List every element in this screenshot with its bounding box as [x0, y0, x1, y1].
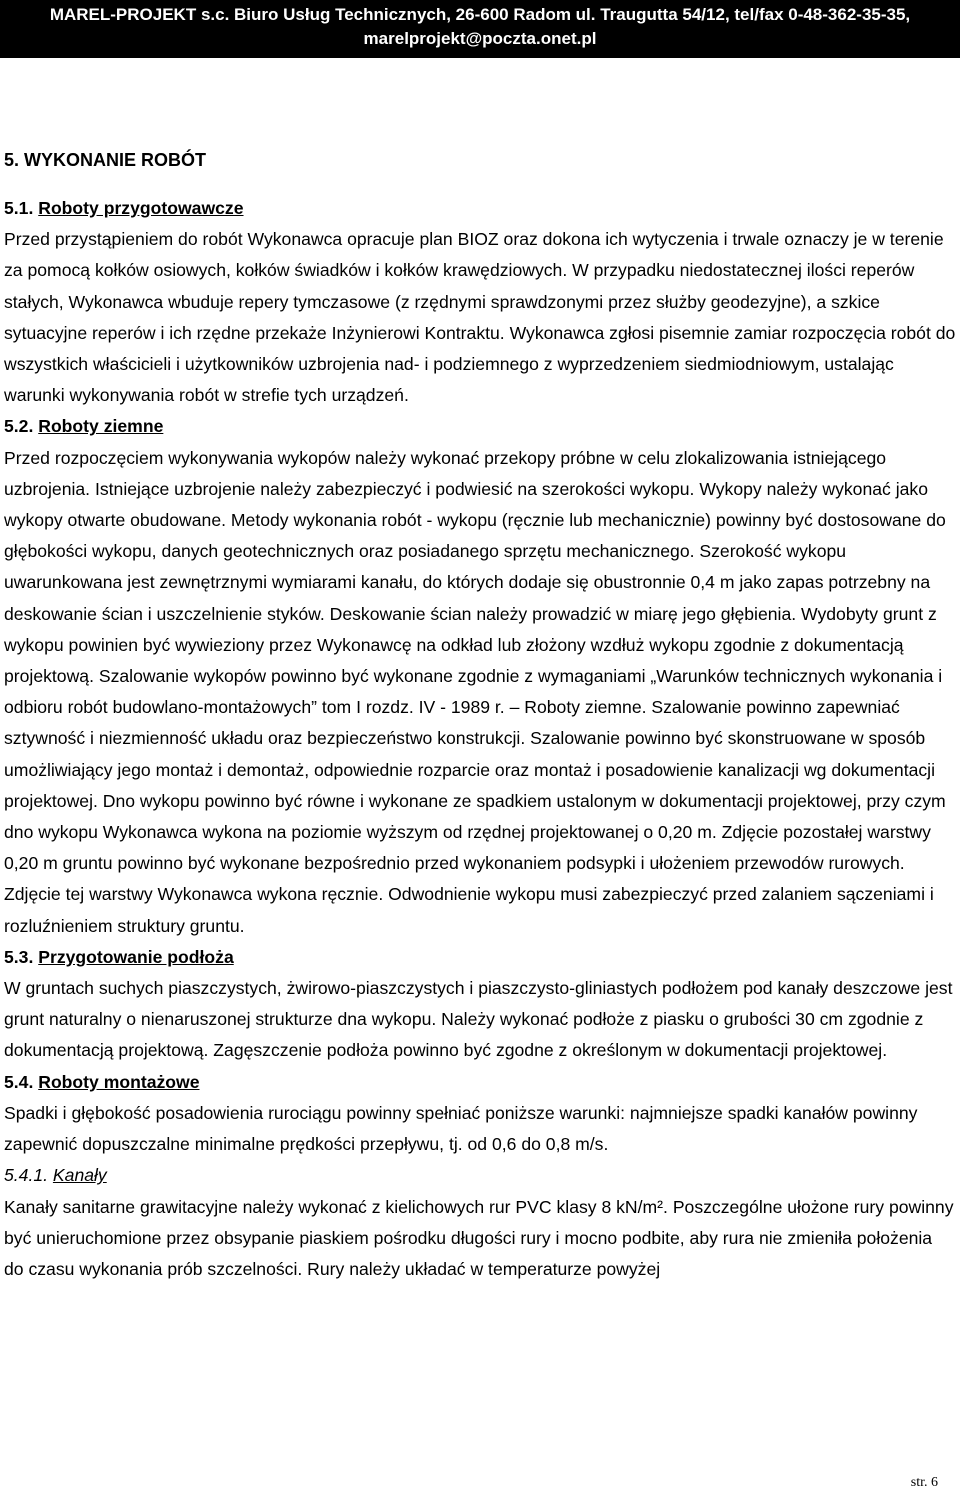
header-company-line: MAREL-PROJEKT s.c. Biuro Usług Technicznych, 26-600 Radom ul. Traugutta 54/12, tel/fax 0-48-362-35-35,: [49, 5, 911, 24]
subsection-heading-5-2: [4, 411, 956, 442]
subsection-heading-5-4: [4, 1067, 956, 1098]
subsection-number: 5.1.: [4, 198, 39, 218]
subsection-heading-5-1: [4, 193, 956, 224]
subsection-title: Roboty montażowe: [38, 1071, 200, 1092]
section-title: 5. WYKONANIE ROBÓT: [4, 150, 207, 170]
paragraph-5-4-1: Kanały sanitarne grawitacyjne należy wykonać z kielichowych rur PVC klasy 8 kN/m². Poszczególne ułożone rury powinny być unieruchomione przez obsypanie piaskiem pośrodku długości rury i mocno podbite, aby rura nie zmieniła położenia do czasu wykonania prób szczelności. Rury należy układać w temperaturze powyżej: [4, 1196, 954, 1279]
paragraph-5-1: Przed przystąpieniem do robót Wykonawca opracuje plan BIOZ oraz dokona ich wytyczenia i trwale oznaczy je w terenie za pomocą kołków osiowych, kołków świadków i kołków krawędziowych. W przypadku niedostatecznej ilości reperów stałych, Wykonawca wbuduje repery tymczasowe (z rzędnymi sprawdzonymi przez służby geodezyjne), a szkice sytuacyjne reperów i ich rzędne przekaże Inżynierowi Kontraktu. Wykonawca zgłosi pisemnie zamiar rozpoczęcia robót do wszystkich właścicieli i użytkowników uzbrojenia nad- i podziemnego z wyprzedzeniem siedmiodniowym, ustalając warunki wykonywania robót w strefie tych urządzeń.: [4, 229, 956, 406]
paragraph-5-4: Spadki i głębokość posadowienia rurociągu powinny spełniać poniższe warunki: najmniejsze spadki kanałów powinny zapewnić dopuszczalne minimalne prędkości przepływu, tj. od 0,6 do 0,8 m/s.: [4, 1102, 918, 1155]
subsection-heading-5-3: [4, 942, 956, 973]
subsection-title: Roboty przygotowawcze: [38, 198, 244, 218]
subsection-number: 5.4.: [4, 1071, 39, 1092]
subsection-title: Przygotowanie podłoża: [38, 946, 234, 967]
subsection-title: Roboty ziemne: [38, 416, 164, 437]
subsection-number: 5.2.: [4, 416, 39, 437]
page-number: str. 6: [910, 1475, 938, 1490]
header-email-line: marelprojekt@poczta.onet.pl: [363, 29, 597, 48]
subsection-number: 5.4.1.: [4, 1165, 53, 1186]
document-header: [0, 0, 960, 58]
document-body: [4, 145, 956, 1285]
subsection-number: 5.3.: [4, 946, 39, 967]
paragraph-5-2: Przed rozpoczęciem wykonywania wykopów należy wykonać przekopy próbne w celu zlokalizowania istniejącego uzbrojenia. Istniejące uzbrojenie należy zabezpieczyć i podwiesić na szerokości wykopu. Wykopy należy wykonać jako wykopy otwarte obudowane. Metody wykonania robót - wykopu (ręcznie lub mechanicznie) powinny być dostosowane do głębokości wykopu, danych geotechnicznych oraz posiadanego sprzętu mechanicznego. Szerokość wykopu uwarunkowana jest zewnętrznymi wymiarami kanału, do których dodaje się obustronnie 0,4 m jako zapas potrzebny na deskowanie ścian i uszczelnienie styków. Deskowanie ścian należy prowadzić w miarę jego głębienia. Wydobyty grunt z wykopu powinien być wywieziony przez Wykonawcę na odkład lub złożony wzdłuż wykopu zgodnie z dokumentacją projektową. Szalowanie wykopów powinno być wykonane zgodnie z wymaganiami „Warunków technicznych wykonania i odbioru robót budowlano-montażowych” tom I rozdz. IV - 1989 r. – Roboty ziemne. Szalowanie powinno zapewniać sztywność i niezmienność układu oraz bezpieczeństwo konstrukcji. Szalowanie powinno być skonstruowane w sposób umożliwiający jego montaż i demontaż, odpowiednie rozparcie oraz montaż i posadowienie kanalizacji wg dokumentacji projektowej. Dno wykopu powinno być równe i wykonane ze spadkiem ustalonym w dokumentacji projektowej, przy czym dno wykopu Wykonawca wykona na poziomie wyższym od rzędnej projektowanej o 0,20 m. Zdjęcie pozostałej warstwy 0,20 m gruntu powinno być wykonane bezpośrednio przed wykonaniem podsypki i ułożeniem przewodów rurowych. Zdjęcie tej warstwy Wykonawca wykona ręcznie. Odwodnienie wykopu musi zabezpieczyć przed zalaniem sączeniami i rozluźnieniem struktury gruntu.: [4, 447, 946, 936]
title-spacer: [4, 176, 956, 193]
subsection-title: Kanały: [52, 1165, 107, 1186]
subsection-heading-5-4-1: [4, 1160, 956, 1191]
paragraph-5-3: W gruntach suchych piaszczystych, żwirowo-piaszczystych i piaszczysto-gliniastych podłożem pod kanały deszczowe jest grunt naturalny o nienaruszonej strukturze dna wykopu. Należy wykonać podłoże z piasku o grubości 30 cm zgodnie z dokumentacją projektową. Zagęszczenie podłoża powinno być zgodne z określonym w dokumentacji projektowej.: [4, 978, 953, 1061]
